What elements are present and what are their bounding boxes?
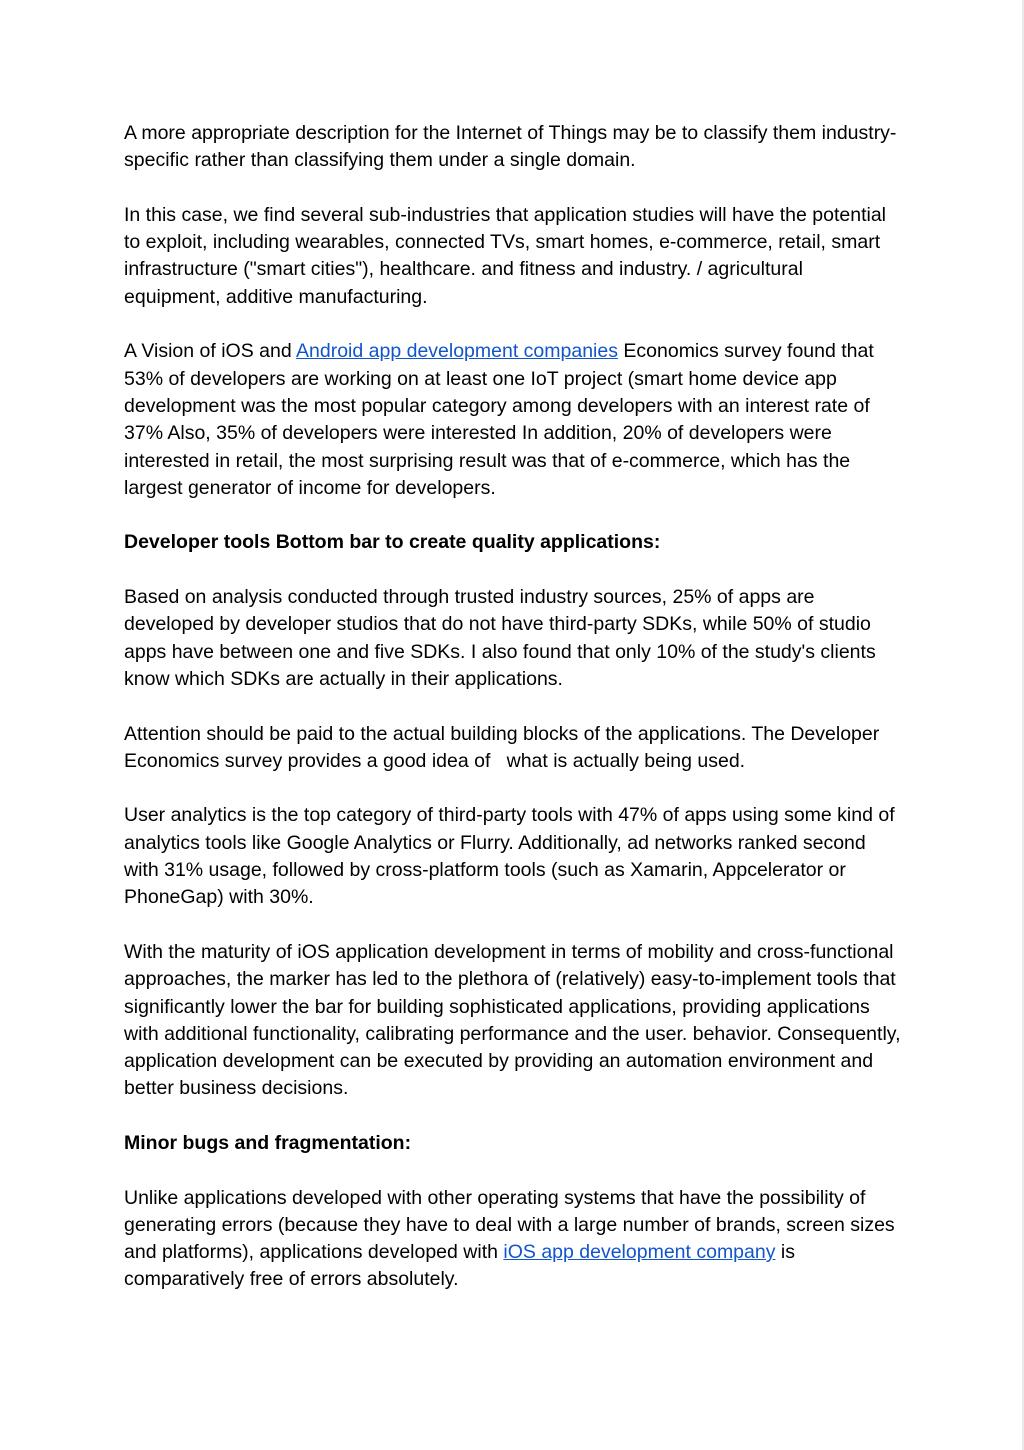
paragraph-economics-survey — [124, 338, 904, 502]
paragraph-sdk-analysis: Based on analysis conducted through trusted industry sources, 25% of apps are developed by developer studios that do not have third-party SDKs, while 50% of studio apps have between one and five SDKs. I also found that only 10% of the study's clients know which SDKs are actually in their applications. — [124, 586, 876, 690]
paragraph-user-analytics: User analytics is the top category of third-party tools with 47% of apps using some kind of analytics tools like Google Analytics or Flurry. Additionally, ad networks ranked second with 31% usage, followed by cross-platform tools (such as Xamarin, Appcelerator or PhoneGap) with 30%. — [124, 804, 895, 909]
heading-minor-bugs: Minor bugs and fragmentation: — [124, 1131, 412, 1154]
paragraph-text: Economics survey found that 53% of developers are working on at least one IoT project (smart home device app development was the most popular category among developers with an interest rate of 37% Also, 35% of developers were interested In addition, 20% of developers were interested in retail, the most surprising result was that of e-commerce, which has the largest generator of income for developers. — [124, 340, 874, 499]
paragraph-text: is comparatively free of errors absolutely. — [124, 1241, 795, 1291]
heading-developer-tools: Developer tools Bottom bar to create quality applications: — [124, 531, 661, 554]
paragraph-text: A Vision of iOS and — [124, 340, 297, 363]
paragraph-iot-description: A more appropriate description for the Internet of Things may be to classify them industry-specific rather than classifying them under a single domain. — [124, 122, 897, 172]
paragraph-building-blocks: Attention should be paid to the actual building blocks of the applications. The Developer Economics survey provides a good idea of what is actually being used. — [124, 722, 885, 772]
paragraph-text: Unlike applications developed with other operating systems that have the possibility of generating errors (because they have to deal with a large number of brands, screen sizes and platforms), applications developed with — [124, 1186, 895, 1264]
android-companies-link[interactable]: Android app development companies — [296, 340, 618, 363]
paragraph-fragmentation — [124, 1185, 904, 1294]
paragraph-sub-industries: In this case, we find several sub-industries that application studies will have the potential to exploit, including wearables, connected TVs, smart homes, e-commerce, retail, smart infrastructure ("smart cities"), healthcare. and fitness and industry. / agricultural equipment, additive manufacturing. — [124, 203, 887, 308]
paragraph-ios-maturity: With the maturity of iOS application development in terms of mobility and cross-functional approaches, the marker has led to the plethora of (relatively) easy-to-implement tools that significantly lower the bar for building sophisticated applications, providing applications with additional functionality, calibrating performance and the user. behavior. Consequently, application development can be executed by providing an automation environment and better business decisions. — [124, 940, 901, 1100]
ios-company-link[interactable]: iOS app development company — [503, 1241, 776, 1264]
document-page — [124, 120, 904, 1321]
